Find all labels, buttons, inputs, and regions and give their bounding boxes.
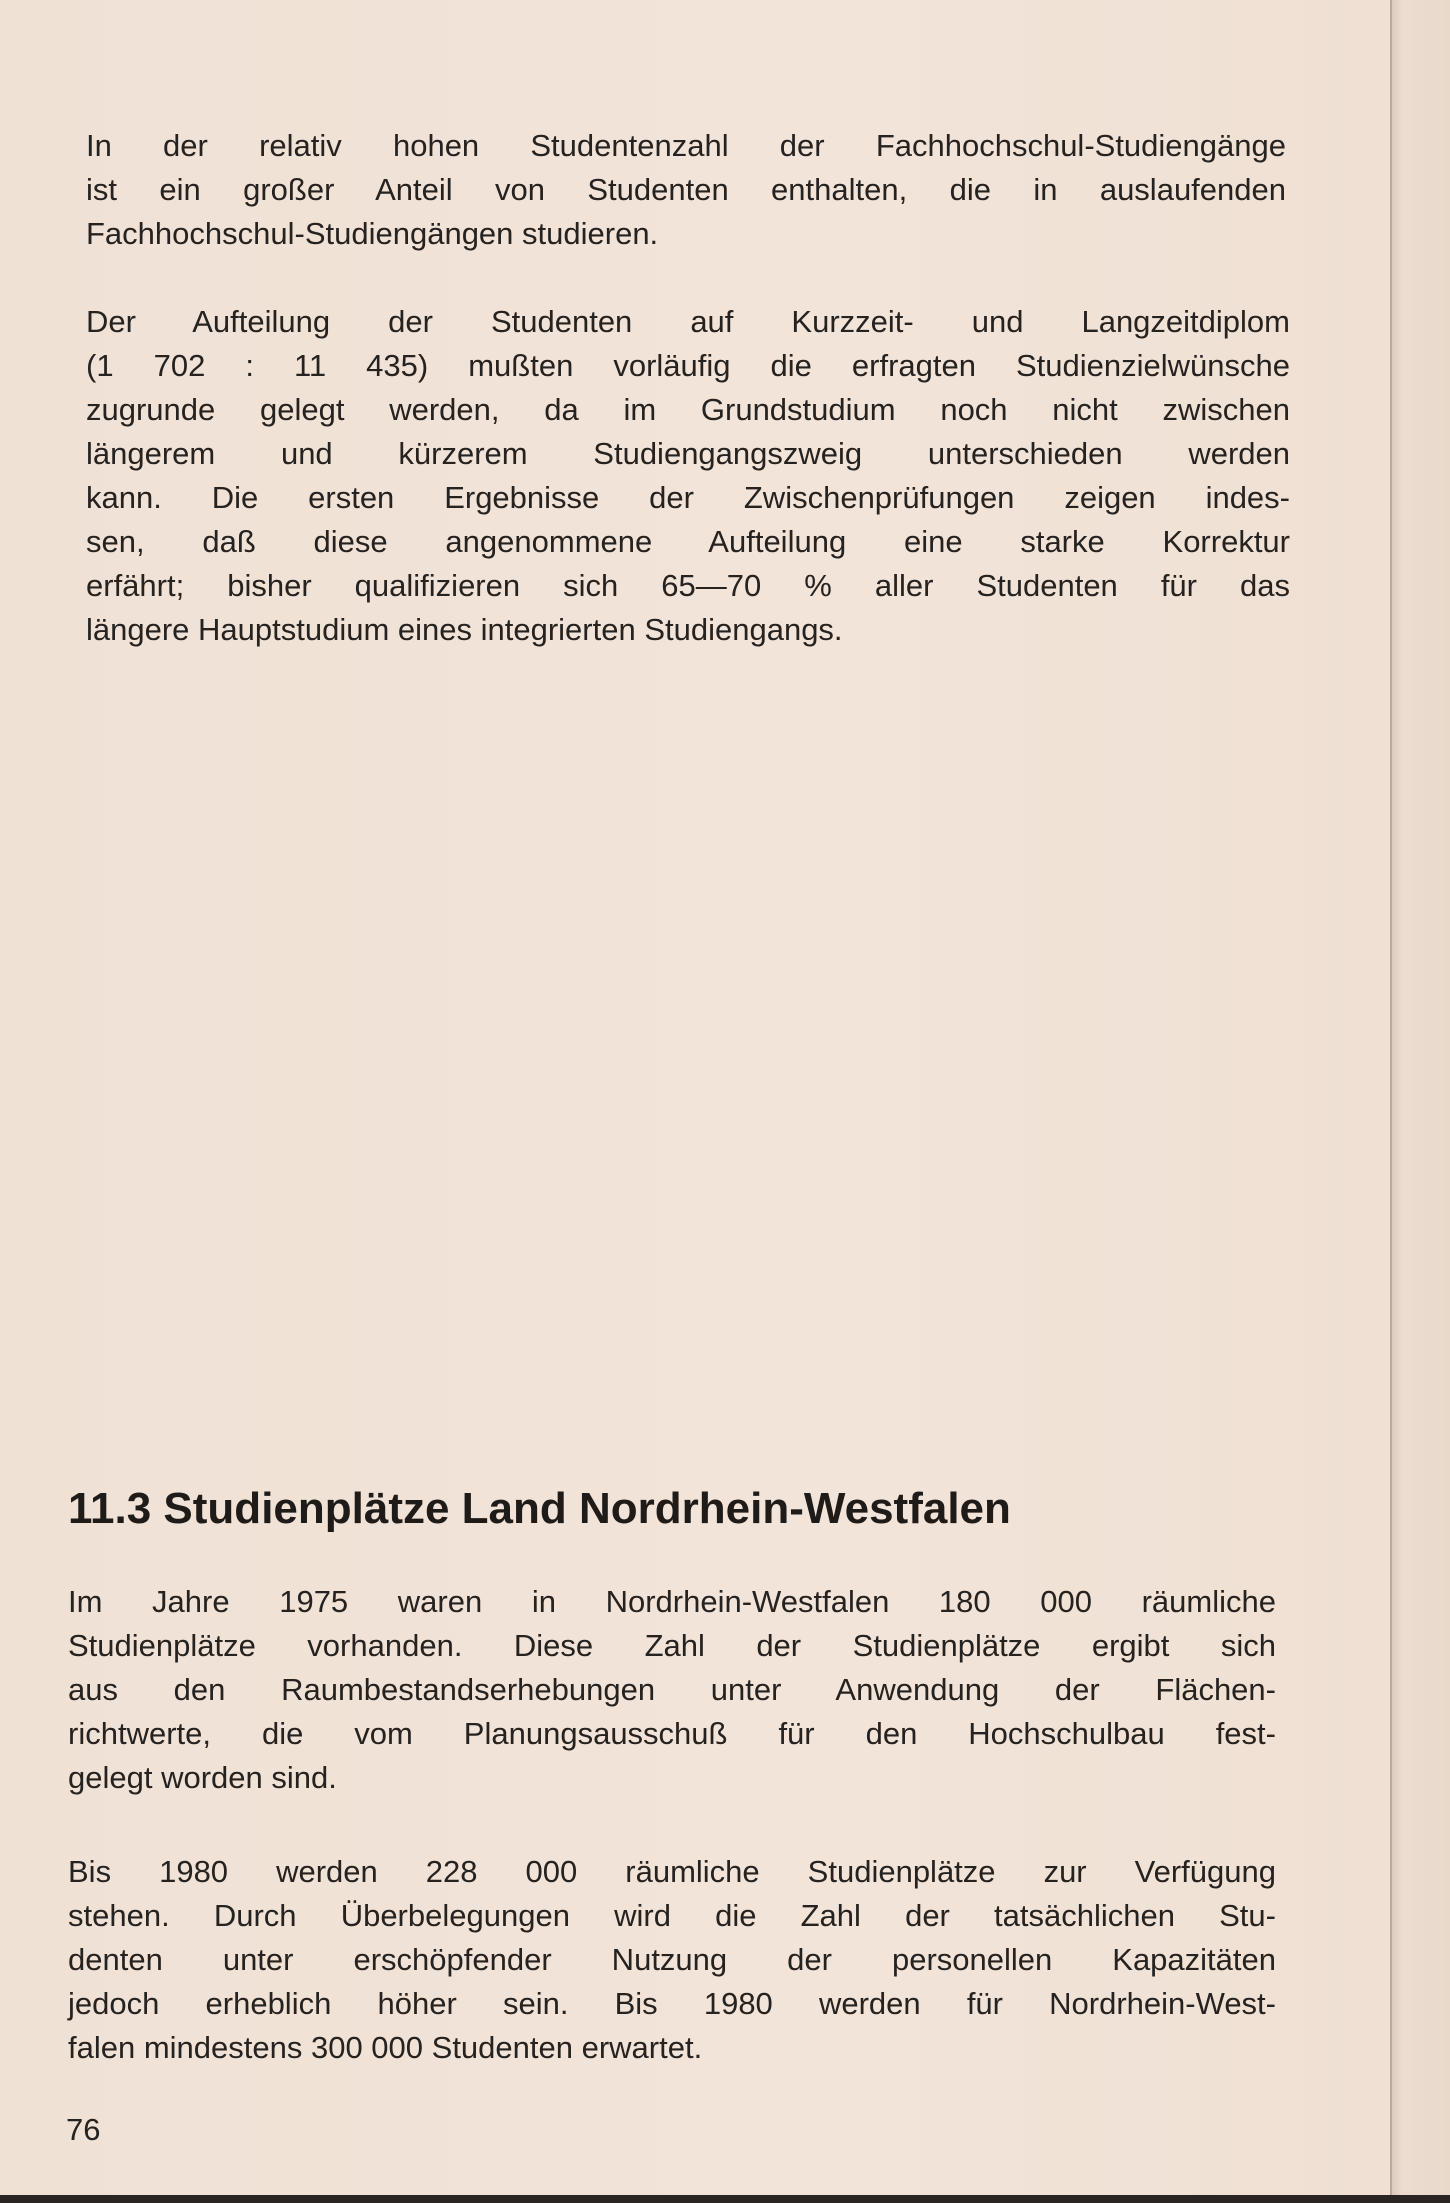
text-line: Studienplätze vorhanden. Diese Zahl der Studienplätze ergibt sich [68,1628,1276,1663]
text-line: denten unter erschöpfender Nutzung der personellen Kapazitäten [68,1942,1276,1977]
text-line: Im Jahre 1975 waren in Nordrhein-Westfalen 180 000 räumliche [68,1584,1276,1619]
text-line: längere Hauptstudium eines integrierten Studiengangs. [86,612,843,647]
text-line: (1 702 : 11 435) mußten vorläufig die erfragten Studienzielwünsche [86,348,1290,383]
text-line: jedoch erheblich höher sein. Bis 1980 werden für Nordrhein-West- [68,1986,1276,2021]
text-line: Fachhochschul-Studiengängen studieren. [86,216,659,251]
paragraph-studienplaetze-1975 [68,1580,1276,1800]
text-line: ist ein großer Anteil von Studenten enthalten, die in auslaufenden [86,172,1286,207]
text-line: stehen. Durch Überbelegungen wird die Zahl der tatsächlichen Stu- [68,1898,1276,1933]
text-line: richtwerte, die vom Planungsausschuß für den Hochschulbau fest- [68,1716,1276,1751]
page-fold-line [1390,0,1392,2203]
text-line: Bis 1980 werden 228 000 räumliche Studienplätze zur Verfügung [68,1854,1276,1889]
text-line: aus den Raumbestandserhebungen unter Anwendung der Flächen- [68,1672,1276,1707]
text-line: kann. Die ersten Ergebnisse der Zwischenprüfungen zeigen indes- [86,480,1290,515]
section-heading: 11.3 Studienplätze Land Nordrhein-Westfalen [68,1484,1011,1533]
text-line: erfährt; bisher qualifizieren sich 65—70 % aller Studenten für das [86,568,1290,603]
text-line: falen mindestens 300 000 Studenten erwartet. [68,2030,703,2065]
text-line: Der Aufteilung der Studenten auf Kurzzeit- und Langzeitdiplom [86,304,1290,339]
text-line: zugrunde gelegt werden, da im Grundstudium noch nicht zwischen [86,392,1290,427]
scan-bottom-edge [0,2195,1450,2203]
paragraph-studienplaetze-1980 [68,1850,1276,2070]
page-edge [1390,0,1450,2203]
page-number: 76 [66,2112,101,2147]
text-line: sen, daß diese angenommene Aufteilung eine starke Korrektur [86,524,1290,559]
paragraph-fachhochschul [86,124,1286,256]
paragraph-aufteilung [86,300,1290,652]
text-line: längerem und kürzerem Studiengangszweig unterschieden werden [86,436,1290,471]
text-line: In der relativ hohen Studentenzahl der Fachhochschul-Studiengänge [86,128,1286,163]
text-line: gelegt worden sind. [68,1760,337,1795]
